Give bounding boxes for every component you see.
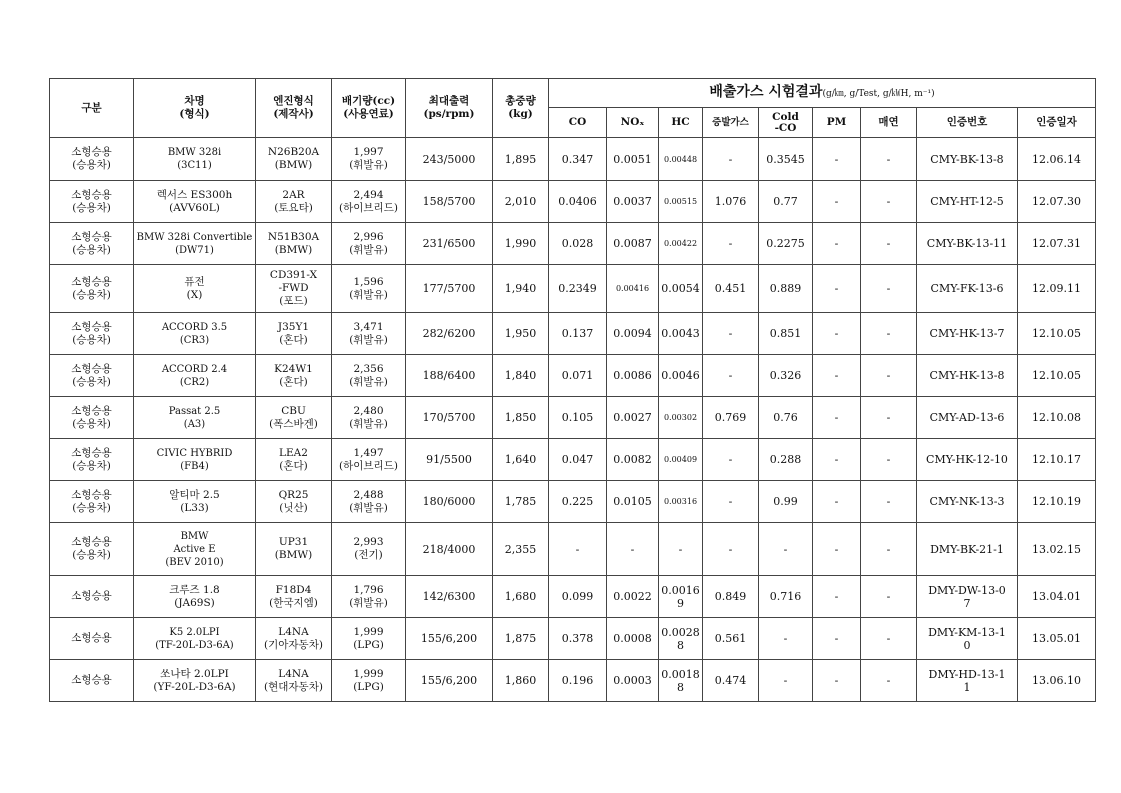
table-row	[50, 313, 1096, 355]
weight-cell: 1,940	[493, 265, 549, 313]
displacement-cell: 1,999 (LPG)	[332, 618, 406, 660]
header-category: 구분	[50, 79, 134, 138]
hc-cell: 0.00316	[659, 481, 703, 523]
engine-cell: QR25 (닛산)	[256, 481, 332, 523]
vehicle-cell: ACCORD 2.4 (CR2)	[134, 355, 256, 397]
weight-cell: 2,355	[493, 523, 549, 576]
displacement-cell: 1,497 (하이브리드)	[332, 439, 406, 481]
table-row	[50, 223, 1096, 265]
pm-cell: -	[813, 618, 861, 660]
cert-date-cell: 12.10.08	[1018, 397, 1096, 439]
smoke-cell: -	[861, 223, 917, 265]
weight-cell: 1,895	[493, 138, 549, 181]
max-power-cell: 180/6000	[406, 481, 493, 523]
pm-cell: -	[813, 523, 861, 576]
vehicle-cell: 크루즈 1.8 (JA69S)	[134, 576, 256, 618]
displacement-cell: 2,356 (휘발유)	[332, 355, 406, 397]
weight-cell: 2,010	[493, 181, 549, 223]
hc-cell: -	[659, 523, 703, 576]
header-max-power: 최대출력 (ps/rpm)	[406, 79, 493, 138]
nox-cell: 0.0022	[607, 576, 659, 618]
nox-cell: 0.0086	[607, 355, 659, 397]
weight-cell: 1,850	[493, 397, 549, 439]
evap-cell: -	[703, 355, 759, 397]
hc-cell: 0.00409	[659, 439, 703, 481]
max-power-cell: 91/5500	[406, 439, 493, 481]
vehicle-cell: BMW Active E (BEV 2010)	[134, 523, 256, 576]
hc-cell: 0.00422	[659, 223, 703, 265]
table-row	[50, 265, 1096, 313]
cert-no-cell: DMY-HD-13-1 1	[917, 660, 1018, 702]
category-cell: 소형승용 (승용차)	[50, 355, 134, 397]
pm-cell: -	[813, 313, 861, 355]
cert-date-cell: 13.06.10	[1018, 660, 1096, 702]
weight-cell: 1,640	[493, 439, 549, 481]
nox-cell: -	[607, 523, 659, 576]
hc-cell: 0.00302	[659, 397, 703, 439]
smoke-cell: -	[861, 138, 917, 181]
cert-date-cell: 12.10.05	[1018, 313, 1096, 355]
evap-cell: -	[703, 223, 759, 265]
cert-date-cell: 12.09.11	[1018, 265, 1096, 313]
cert-date-cell: 12.10.17	[1018, 439, 1096, 481]
smoke-cell: -	[861, 618, 917, 660]
hc-cell: 0.0016 9	[659, 576, 703, 618]
engine-cell: L4NA (현대자동차)	[256, 660, 332, 702]
header-co: CO	[549, 108, 607, 138]
smoke-cell: -	[861, 181, 917, 223]
nox-cell: 0.0082	[607, 439, 659, 481]
max-power-cell: 142/6300	[406, 576, 493, 618]
evap-cell: -	[703, 523, 759, 576]
hc-cell: 0.0046	[659, 355, 703, 397]
hc-cell: 0.0028 8	[659, 618, 703, 660]
hc-cell: 0.0043	[659, 313, 703, 355]
cert-no-cell: CMY-HK-12-10	[917, 439, 1018, 481]
max-power-cell: 282/6200	[406, 313, 493, 355]
category-cell: 소형승용 (승용차)	[50, 397, 134, 439]
engine-cell: L4NA (기아자동차)	[256, 618, 332, 660]
co-cell: 0.137	[549, 313, 607, 355]
category-cell: 소형승용	[50, 576, 134, 618]
hc-cell: 0.00448	[659, 138, 703, 181]
smoke-cell: -	[861, 355, 917, 397]
cert-no-cell: CMY-BK-13-8	[917, 138, 1018, 181]
cert-no-cell: CMY-FK-13-6	[917, 265, 1018, 313]
evap-cell: 0.561	[703, 618, 759, 660]
pm-cell: -	[813, 138, 861, 181]
cold-co-cell: 0.76	[759, 397, 813, 439]
table-row	[50, 481, 1096, 523]
header-emission-results	[549, 79, 1096, 108]
pm-cell: -	[813, 181, 861, 223]
evap-cell: 0.451	[703, 265, 759, 313]
cert-no-cell: CMY-HK-13-8	[917, 355, 1018, 397]
cold-co-cell: -	[759, 523, 813, 576]
max-power-cell: 155/6,200	[406, 618, 493, 660]
displacement-cell: 2,480 (휘발유)	[332, 397, 406, 439]
hc-cell: 0.00515	[659, 181, 703, 223]
header-engine: 엔진형식 (제작사)	[256, 79, 332, 138]
cert-date-cell: 12.10.05	[1018, 355, 1096, 397]
cold-co-cell: -	[759, 618, 813, 660]
co-cell: -	[549, 523, 607, 576]
evap-cell: -	[703, 481, 759, 523]
header-displacement: 배기량(cc) (사용연료)	[332, 79, 406, 138]
table-row	[50, 523, 1096, 576]
weight-cell: 1,680	[493, 576, 549, 618]
cold-co-cell: 0.889	[759, 265, 813, 313]
evap-cell: 1.076	[703, 181, 759, 223]
smoke-cell: -	[861, 439, 917, 481]
co-cell: 0.047	[549, 439, 607, 481]
displacement-cell: 1,997 (휘발유)	[332, 138, 406, 181]
header-smoke: 매연	[861, 108, 917, 138]
header-cert-no: 인증번호	[917, 108, 1018, 138]
co-cell: 0.105	[549, 397, 607, 439]
table-row	[50, 439, 1096, 481]
pm-cell: -	[813, 223, 861, 265]
header-vehicle: 차명 (형식)	[134, 79, 256, 138]
cold-co-cell: -	[759, 660, 813, 702]
weight-cell: 1,840	[493, 355, 549, 397]
nox-cell: 0.00416	[607, 265, 659, 313]
co-cell: 0.071	[549, 355, 607, 397]
smoke-cell: -	[861, 481, 917, 523]
evap-cell: 0.474	[703, 660, 759, 702]
pm-cell: -	[813, 439, 861, 481]
category-cell: 소형승용 (승용차)	[50, 313, 134, 355]
smoke-cell: -	[861, 660, 917, 702]
emission-title: 배출가스 시험결과	[709, 83, 823, 100]
vehicle-cell: Passat 2.5 (A3)	[134, 397, 256, 439]
cold-co-cell: 0.77	[759, 181, 813, 223]
max-power-cell: 188/6400	[406, 355, 493, 397]
emission-units: (g/㎞, g/Test, g/㎾H, m⁻¹)	[822, 88, 935, 99]
weight-cell: 1,990	[493, 223, 549, 265]
weight-cell: 1,950	[493, 313, 549, 355]
nox-cell: 0.0051	[607, 138, 659, 181]
vehicle-cell: BMW 328i (3C11)	[134, 138, 256, 181]
pm-cell: -	[813, 265, 861, 313]
hc-cell: 0.0018 8	[659, 660, 703, 702]
nox-cell: 0.0105	[607, 481, 659, 523]
co-cell: 0.028	[549, 223, 607, 265]
vehicle-cell: 렉서스 ES300h (AVV60L)	[134, 181, 256, 223]
pm-cell: -	[813, 576, 861, 618]
vehicle-cell: ACCORD 3.5 (CR3)	[134, 313, 256, 355]
vehicle-cell: 퓨전 (X)	[134, 265, 256, 313]
table-row	[50, 397, 1096, 439]
engine-cell: 2AR (토요타)	[256, 181, 332, 223]
evap-cell: 0.769	[703, 397, 759, 439]
cert-no-cell: DMY-BK-21-1	[917, 523, 1018, 576]
smoke-cell: -	[861, 397, 917, 439]
table-row	[50, 618, 1096, 660]
co-cell: 0.0406	[549, 181, 607, 223]
pm-cell: -	[813, 660, 861, 702]
cert-no-cell: CMY-BK-13-11	[917, 223, 1018, 265]
pm-cell: -	[813, 397, 861, 439]
co-cell: 0.378	[549, 618, 607, 660]
nox-cell: 0.0037	[607, 181, 659, 223]
cert-date-cell: 12.10.19	[1018, 481, 1096, 523]
header-evap: 증발가스	[703, 108, 759, 138]
max-power-cell: 155/6,200	[406, 660, 493, 702]
max-power-cell: 218/4000	[406, 523, 493, 576]
max-power-cell: 170/5700	[406, 397, 493, 439]
table-row	[50, 355, 1096, 397]
header-hc: HC	[659, 108, 703, 138]
cert-no-cell: CMY-AD-13-6	[917, 397, 1018, 439]
engine-cell: CD391-X -FWD (포드)	[256, 265, 332, 313]
cold-co-cell: 0.2275	[759, 223, 813, 265]
category-cell: 소형승용	[50, 618, 134, 660]
cert-date-cell: 12.07.30	[1018, 181, 1096, 223]
engine-cell: F18D4 (한국지엠)	[256, 576, 332, 618]
co-cell: 0.347	[549, 138, 607, 181]
vehicle-cell: BMW 328i Convertible (DW71)	[134, 223, 256, 265]
displacement-cell: 1,596 (휘발유)	[332, 265, 406, 313]
category-cell: 소형승용 (승용차)	[50, 223, 134, 265]
category-cell: 소형승용 (승용차)	[50, 138, 134, 181]
smoke-cell: -	[861, 576, 917, 618]
max-power-cell: 243/5000	[406, 138, 493, 181]
header-weight: 총중량 (kg)	[493, 79, 549, 138]
displacement-cell: 1,999 (LPG)	[332, 660, 406, 702]
nox-cell: 0.0094	[607, 313, 659, 355]
category-cell: 소형승용	[50, 660, 134, 702]
cold-co-cell: 0.716	[759, 576, 813, 618]
pm-cell: -	[813, 355, 861, 397]
displacement-cell: 3,471 (휘발유)	[332, 313, 406, 355]
evap-cell: -	[703, 313, 759, 355]
co-cell: 0.225	[549, 481, 607, 523]
co-cell: 0.099	[549, 576, 607, 618]
table-row	[50, 181, 1096, 223]
co-cell: 0.2349	[549, 265, 607, 313]
engine-cell: K24W1 (혼다)	[256, 355, 332, 397]
displacement-cell: 2,996 (휘발유)	[332, 223, 406, 265]
nox-cell: 0.0027	[607, 397, 659, 439]
cert-no-cell: CMY-HT-12-5	[917, 181, 1018, 223]
cold-co-cell: 0.326	[759, 355, 813, 397]
weight-cell: 1,875	[493, 618, 549, 660]
cold-co-cell: 0.3545	[759, 138, 813, 181]
evap-cell: -	[703, 439, 759, 481]
header-cert-date: 인증일자	[1018, 108, 1096, 138]
cert-date-cell: 12.06.14	[1018, 138, 1096, 181]
evap-cell: -	[703, 138, 759, 181]
co-cell: 0.196	[549, 660, 607, 702]
cert-no-cell: CMY-NK-13-3	[917, 481, 1018, 523]
cert-date-cell: 13.04.01	[1018, 576, 1096, 618]
cold-co-cell: 0.851	[759, 313, 813, 355]
header-cold-co: Cold -CO	[759, 108, 813, 138]
nox-cell: 0.0008	[607, 618, 659, 660]
vehicle-cell: 알티마 2.5 (L33)	[134, 481, 256, 523]
cert-no-cell: DMY-KM-13-1 0	[917, 618, 1018, 660]
max-power-cell: 177/5700	[406, 265, 493, 313]
smoke-cell: -	[861, 313, 917, 355]
max-power-cell: 158/5700	[406, 181, 493, 223]
cert-no-cell: DMY-DW-13-0 7	[917, 576, 1018, 618]
table-row	[50, 576, 1096, 618]
hc-cell: 0.0054	[659, 265, 703, 313]
displacement-cell: 2,993 (전기)	[332, 523, 406, 576]
header-nox: NOₓ	[607, 108, 659, 138]
pm-cell: -	[813, 481, 861, 523]
engine-cell: UP31 (BMW)	[256, 523, 332, 576]
displacement-cell: 1,796 (휘발유)	[332, 576, 406, 618]
cert-no-cell: CMY-HK-13-7	[917, 313, 1018, 355]
displacement-cell: 2,488 (휘발유)	[332, 481, 406, 523]
nox-cell: 0.0087	[607, 223, 659, 265]
engine-cell: N51B30A (BMW)	[256, 223, 332, 265]
cold-co-cell: 0.288	[759, 439, 813, 481]
table-row	[50, 660, 1096, 702]
engine-cell: CBU (폭스바겐)	[256, 397, 332, 439]
engine-cell: N26B20A (BMW)	[256, 138, 332, 181]
weight-cell: 1,785	[493, 481, 549, 523]
nox-cell: 0.0003	[607, 660, 659, 702]
smoke-cell: -	[861, 523, 917, 576]
weight-cell: 1,860	[493, 660, 549, 702]
vehicle-cell: 쏘나타 2.0LPI (YF-20L-D3-6A)	[134, 660, 256, 702]
cert-date-cell: 13.05.01	[1018, 618, 1096, 660]
category-cell: 소형승용 (승용차)	[50, 265, 134, 313]
emission-test-table	[49, 78, 1096, 702]
category-cell: 소형승용 (승용차)	[50, 481, 134, 523]
evap-cell: 0.849	[703, 576, 759, 618]
engine-cell: J35Y1 (혼다)	[256, 313, 332, 355]
cert-date-cell: 13.02.15	[1018, 523, 1096, 576]
max-power-cell: 231/6500	[406, 223, 493, 265]
cert-date-cell: 12.07.31	[1018, 223, 1096, 265]
category-cell: 소형승용 (승용차)	[50, 523, 134, 576]
vehicle-cell: CIVIC HYBRID (FB4)	[134, 439, 256, 481]
smoke-cell: -	[861, 265, 917, 313]
header-pm: PM	[813, 108, 861, 138]
table-body	[50, 138, 1096, 702]
category-cell: 소형승용 (승용차)	[50, 439, 134, 481]
table-row	[50, 138, 1096, 181]
cold-co-cell: 0.99	[759, 481, 813, 523]
category-cell: 소형승용 (승용차)	[50, 181, 134, 223]
engine-cell: LEA2 (혼다)	[256, 439, 332, 481]
vehicle-cell: K5 2.0LPI (TF-20L-D3-6A)	[134, 618, 256, 660]
displacement-cell: 2,494 (하이브리드)	[332, 181, 406, 223]
